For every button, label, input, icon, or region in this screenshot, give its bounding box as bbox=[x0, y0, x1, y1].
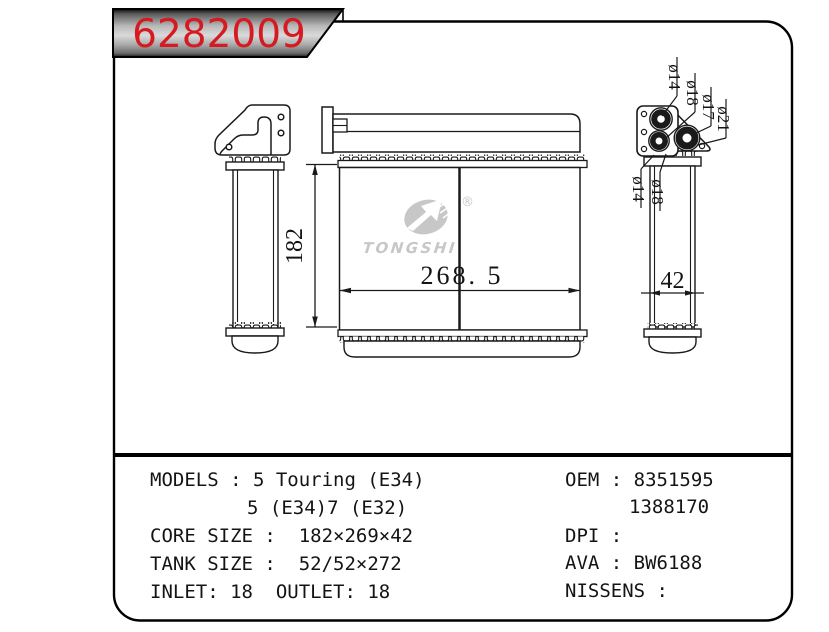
tank-body bbox=[233, 170, 278, 328]
spec-oem-line: OEM : 8351595 bbox=[565, 469, 714, 491]
front-view bbox=[322, 107, 587, 357]
spec-ava-line: AVA : BW6188 bbox=[565, 552, 703, 574]
top-tank bbox=[333, 114, 580, 152]
bracket-hole bbox=[278, 130, 284, 136]
callout-dia-17: ø17 bbox=[699, 94, 718, 120]
bottom-header-band bbox=[338, 330, 587, 337]
top-header-band bbox=[338, 161, 587, 168]
spec-core-size: CORE SIZE : 182×269×42 bbox=[150, 525, 414, 547]
top-header-plate bbox=[226, 162, 284, 170]
bottom-header-plate bbox=[226, 328, 284, 336]
dim-height-text: 182 bbox=[282, 228, 308, 264]
spec-tank-size: TANK SIZE : 52/52×272 bbox=[150, 553, 402, 575]
callout-dia-21: ø21 bbox=[714, 106, 733, 132]
spec-inlet-outlet: INLET: 18 OUTLET: 18 bbox=[150, 581, 391, 603]
spec-models-line: MODELS : 5 Touring (E34) bbox=[150, 469, 425, 491]
part-number-text: 6282009 bbox=[132, 12, 306, 57]
bracket-hole bbox=[226, 144, 232, 150]
callout-dia-18-bottom: ø18 bbox=[648, 179, 667, 205]
bottom-tank bbox=[344, 341, 580, 357]
top-header-plate bbox=[644, 157, 701, 166]
dim-depth-text: 42 bbox=[660, 268, 685, 294]
spec-dpi-line: DPI : bbox=[565, 525, 623, 547]
callout-dia-14-bottom: ø14 bbox=[629, 176, 648, 202]
crimp-teeth bbox=[229, 322, 281, 328]
plate-hole bbox=[641, 129, 646, 134]
registered-mark: ® bbox=[461, 195, 474, 210]
callout-dia-18-top: ø18 bbox=[683, 80, 702, 106]
side-flange bbox=[322, 107, 333, 153]
bracket-hole bbox=[278, 114, 284, 120]
spec-nissens-line: NISSENS : bbox=[565, 580, 668, 602]
crimp-teeth bbox=[340, 155, 586, 161]
spec-oem-line2: 1388170 bbox=[629, 496, 710, 518]
bottom-dome bbox=[649, 337, 696, 353]
callout-dia-14-top: ø14 bbox=[665, 64, 684, 90]
bottom-header-plate bbox=[644, 329, 701, 337]
dim-width-text: 268. 5 bbox=[420, 261, 504, 290]
spec-models-line2: 5 (E34)7 (E32) bbox=[247, 497, 408, 519]
crimp-teeth bbox=[647, 323, 698, 329]
plate-hole bbox=[641, 146, 646, 151]
plate-hole bbox=[641, 111, 646, 116]
bottom-dome bbox=[232, 336, 278, 353]
watermark-brand-text: TONGSHI bbox=[361, 239, 458, 257]
